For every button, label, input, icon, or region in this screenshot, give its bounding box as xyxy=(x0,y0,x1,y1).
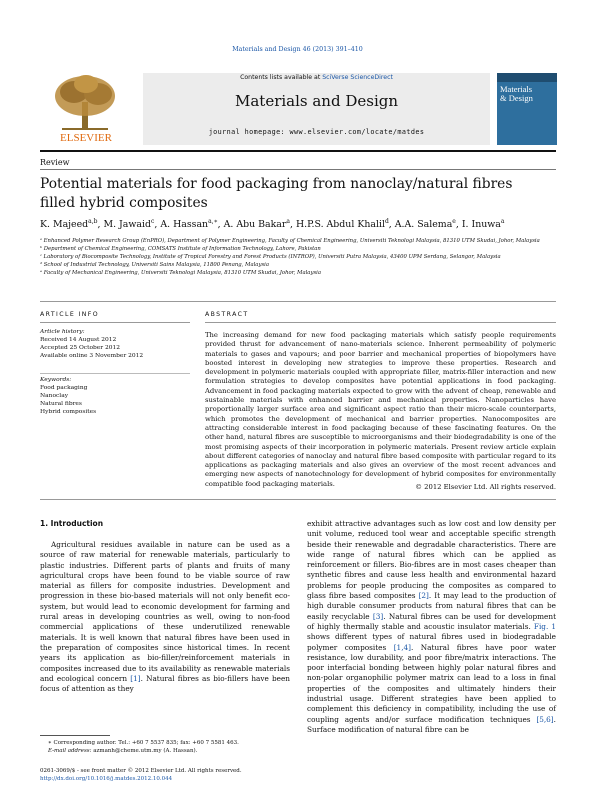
body-text: . Natural fibres as bio-fillers have been focus of attention as they xyxy=(40,673,290,694)
author[interactable]: A. Hassan xyxy=(160,219,209,230)
journal-reference[interactable]: Materials and Design 46 (2013) 391–410 xyxy=(232,46,363,53)
body-text: Agricultural residues available in nature can be used as a source of raw material for renewable materials, particularly to plastic industries. Different parts of plants and fruits of many agricultural crops have been found to be viable source of raw material as fillers for composite industries. Development and progression in these bio-based materials will not only benefit eco-system, but would lead to economic development for farming and rural areas in developing countries as well, owing to non-food commercial applications of these underutilized renewable materials. It is well known that natural fibres have been used in the preparation of composites since historical times. In recent years its application as bio-filler/reinforcement materials in composites increased due to its availability as renewable materials and ecological concern xyxy=(40,540,290,683)
article-title: Potential materials for food packaging from nanoclay/natural fibres filled hybrid composites xyxy=(40,176,513,211)
affiliations xyxy=(40,237,556,277)
abstract-text: The increasing demand for new food packaging materials which satisfy people requirements provided thrust for advancement of nano-materials science. Inherent permeability of polymeric materials to gases and vapours; and poor barrier and mechanical properties of biopolymers have boosted interest in developing new strategies to improve these properties. Research and development in polymeric materials coupled with appropriate filler, matrix-filler interaction and new formulation strategies to develop composites have potential applications in food packaging. Advancement in food packaging materials expected to grow with the advent of cheap, renewable and sustainable materials with enhanced barrier and mechanical properties. Nanoparticles have proportionally larger surface area and significant aspect ratio than their micro-scale counterparts, which promotes the development of mechanical and barrier properties. Nanocomposites are attracting considerable interest in food packaging because of these fascinating features. On the other hand, natural fibres are susceptible to microorganisms and their biodegradability is one of the most promising aspects of their incorporation in polymeric materials. Present review article explain about different categories of nanoclay and natural fibre based composite with particular regard to its applications as packaging materials and also gives an overview of the most recent advances and emerging new aspects of nanotechnology for development of hybrid composites for environmentally compatible food packaging materials. xyxy=(205,331,556,488)
author-affiliation-mark[interactable]: a xyxy=(286,217,290,225)
abstract-heading: ABSTRACT xyxy=(205,311,249,318)
affiliation-c: ᶜ Laboratory of Biocomposite Technology, Institute of Tropical Forestry and Forest Products (INTROP), Universiti Putra Malaysia, 43400 UPM Serdang, Selangor, Malaysia xyxy=(40,254,501,261)
author[interactable]: H.P.S. Abdul Khalil xyxy=(295,219,385,230)
body-text: exhibit attractive advantages such as low cost and low density per unit volume, reduced tool wear and acceptable specific strength beside their renewable and degradable characteristics. There are wide range of natural fibres which can be applied as reinforcement or fillers. Bio-fibres are in most cases cheaper than synthetic fibres and cause less health and environmental hazard problems for people producing the composites as compared to glass fibre based composites xyxy=(307,519,556,601)
history-label: Article history: xyxy=(40,329,85,335)
affiliation-e: ᵉ Faculty of Mechanical Engineering, Universiti Teknologi Malaysia, 81310 UTM Skudai, Johor, Malaysia xyxy=(40,270,322,277)
author[interactable]: A.A. Salema xyxy=(394,219,453,230)
citation-link[interactable]: [1] xyxy=(130,673,141,683)
issn-line: 0261-3069/$ - see front matter © 2012 Elsevier Ltd. All rights reserved. xyxy=(40,768,242,774)
corresponding-footnote xyxy=(48,739,308,755)
cover-band xyxy=(497,73,557,82)
keyword: Nanoclay xyxy=(40,392,69,399)
journal-homepage[interactable]: journal homepage: www.elsevier.com/locate/matdes xyxy=(208,128,425,136)
section-heading: 1. Introduction xyxy=(40,519,104,528)
intro-column-1 xyxy=(40,540,290,694)
article-type: Review xyxy=(40,158,70,167)
figure-link[interactable]: Fig. 1 xyxy=(533,621,556,631)
author-affiliation-mark[interactable]: a,b xyxy=(88,217,98,225)
keywords-label: Keywords: xyxy=(40,377,72,383)
corresponding-author: ∗ Corresponding author. Tel.: +60 7 5537 835; fax: +60 7 5581 463. xyxy=(48,740,239,746)
affiliation-d: ᵈ School of Industrial Technology, Universiti Sains Malaysia, 11800 Penang, Malaysia xyxy=(40,262,270,269)
author-affiliation-mark[interactable]: e xyxy=(452,217,456,225)
contents-prefix: Contents lists available at xyxy=(240,74,323,81)
keywords xyxy=(40,377,190,417)
affiliation-rule xyxy=(40,301,556,302)
author-affiliation-mark[interactable]: a,∗ xyxy=(208,217,218,225)
citation-link[interactable]: [2] xyxy=(418,591,429,601)
article-info-heading: ARTICLE INFO xyxy=(40,311,100,318)
footnote-rule xyxy=(40,735,110,736)
title-rule xyxy=(40,169,556,170)
contents-line xyxy=(143,74,490,81)
accepted-date: Accepted 25 October 2012 xyxy=(40,344,120,351)
author[interactable]: I. Inuwa xyxy=(461,219,501,230)
affiliation-a: ᵃ Enhanced Polymer Research Group (EnPRO), Department of Polymer Engineering, Faculty of Chemical Engineering, Universiti Teknologi Malaysia, 81310 UTM Skudai, Johor, Malaysia xyxy=(40,238,540,244)
keyword: Natural fibres xyxy=(40,400,82,407)
body-text: . Natural fibres can be used for development of highly thermally stable and acoustic insulator materials. xyxy=(307,611,557,631)
elsevier-tree-icon xyxy=(40,72,132,146)
elsevier-logo xyxy=(40,72,132,146)
received-date: Received 14 August 2012 xyxy=(40,336,117,343)
author-affiliation-mark[interactable]: d xyxy=(384,217,389,225)
citation-link[interactable]: [5,6] xyxy=(536,714,554,724)
journal-cover xyxy=(497,73,557,145)
keywords-rule xyxy=(40,373,190,374)
journal-name: Materials and Design xyxy=(234,92,398,110)
body-text: . It may lead to the production of high durable consumer products from natural fibres that can be easily recyclable xyxy=(307,591,556,621)
email-address[interactable]: azmanh@cheme.utm.my (A. Hassan). xyxy=(91,748,198,755)
author-affiliation-mark[interactable]: a xyxy=(500,217,505,225)
cover-title: Materials & Design xyxy=(500,84,533,103)
author[interactable]: M. Jawaid xyxy=(103,219,151,230)
citation-link[interactable]: [3] xyxy=(372,611,384,621)
email-label: E-mail address: xyxy=(48,748,92,755)
doi-link[interactable]: http://dx.doi.org/10.1016/j.matdes.2012.10.044 xyxy=(40,776,173,783)
masthead-rule xyxy=(40,150,556,152)
sciencedirect-link[interactable]: SciVerse ScienceDirect xyxy=(322,74,393,81)
author[interactable]: K. Majeed xyxy=(40,219,89,230)
author-list: K. Majeed$^{a,b}$, M. Jawaid$^c$, A. Hassan$^{a,∗}$, A. Abu Bakar$^a$, H.P.S. Abdul Khalil$^d$, A.A. Salema$^e$, I. Inuwa$^a$ xyxy=(40,217,505,230)
intro-column-2 xyxy=(307,519,556,735)
author-affiliation-mark[interactable]: c xyxy=(151,217,155,225)
copyright-notice: © 2012 Elsevier Ltd. All rights reserved. xyxy=(415,483,556,491)
keyword: Hybrid composites xyxy=(40,408,97,415)
body-text: . Natural fibres have poor water resistance, low durability, and poor fibre/matrix interactions. The poor interfacial bonding between highly polar natural fibres and non-polar organophilic polymer matrix can lead to a loss in final properties of the composites and ultimately hinders their industrial usage. Different strategies have been applied to complement this deficiency in compatibility, including the use of coupling agents and/or surface modification techniques xyxy=(307,642,557,724)
online-date: Available online 3 November 2012 xyxy=(40,352,144,359)
keyword: Food packaging xyxy=(40,384,88,391)
citation-link[interactable]: [1,4] xyxy=(393,642,412,652)
elsevier-wordmark: ELSEVIER xyxy=(60,132,112,144)
body-text: . Surface modification of natural fibre can be xyxy=(307,714,556,734)
affiliation-b: ᵇ Department of Chemical Engineering, COMSATS Institute of Information Technology, Lahore, Pakistan xyxy=(40,246,321,253)
abstract-end-rule xyxy=(40,499,556,500)
author[interactable]: A. Abu Bakar xyxy=(223,219,287,230)
front-matter xyxy=(40,767,340,783)
body-text: shows different types of natural fibres used in biodegradable polymer composites xyxy=(307,632,556,652)
article-history xyxy=(40,329,190,361)
abstract-rule xyxy=(205,322,556,323)
article-info-rule xyxy=(40,322,190,323)
email-line xyxy=(48,747,308,755)
